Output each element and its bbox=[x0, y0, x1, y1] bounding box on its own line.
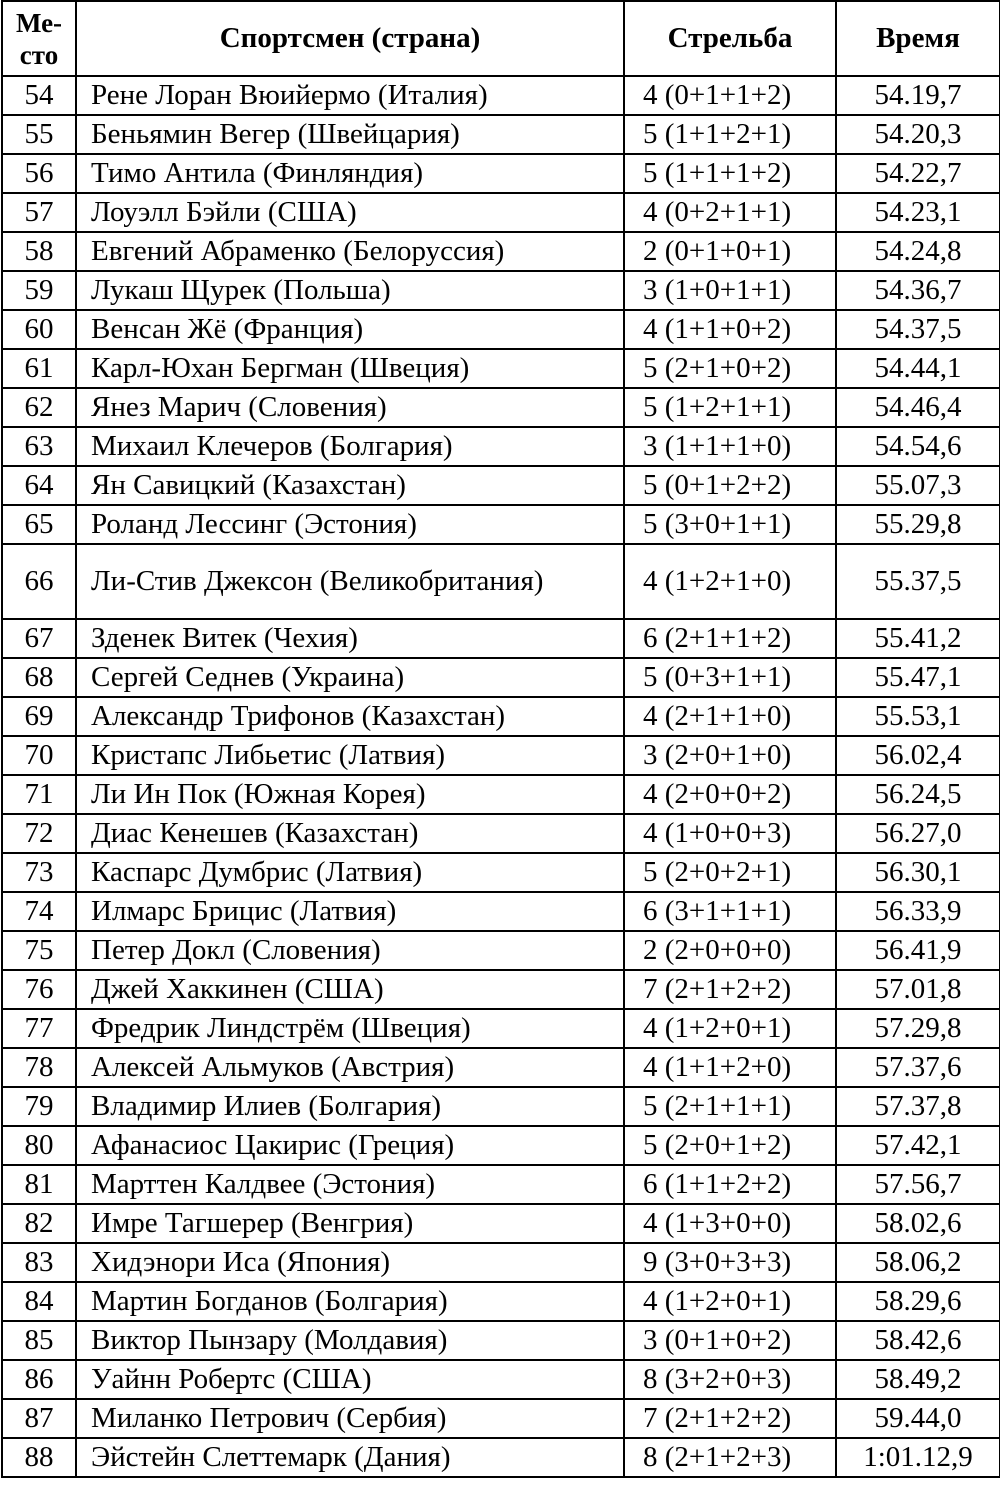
table-row bbox=[2, 1009, 1000, 1048]
shooting-cell: 5 (1+1+1+2) bbox=[624, 154, 836, 193]
place-cell: 82 bbox=[2, 1204, 76, 1243]
place-cell: 78 bbox=[2, 1048, 76, 1087]
shooting-cell: 7 (2+1+2+2) bbox=[624, 970, 836, 1009]
athlete-cell: Лукаш Щурек (Польша) bbox=[76, 271, 624, 310]
time-cell: 57.37,8 bbox=[836, 1087, 1000, 1126]
athlete-cell: Имре Тагшерер (Венгрия) bbox=[76, 1204, 624, 1243]
table-row bbox=[2, 427, 1000, 466]
place-cell: 72 bbox=[2, 814, 76, 853]
shooting-cell: 5 (0+3+1+1) bbox=[624, 658, 836, 697]
table-row bbox=[2, 1438, 1000, 1477]
shooting-cell: 6 (3+1+1+1) bbox=[624, 892, 836, 931]
shooting-cell: 3 (2+0+1+0) bbox=[624, 736, 836, 775]
shooting-cell: 5 (2+1+1+1) bbox=[624, 1087, 836, 1126]
table-row bbox=[2, 1048, 1000, 1087]
shooting-cell: 4 (2+1+1+0) bbox=[624, 697, 836, 736]
athlete-cell: Миланко Петрович (Сербия) bbox=[76, 1399, 624, 1438]
results-body bbox=[2, 76, 1000, 1477]
place-cell: 69 bbox=[2, 697, 76, 736]
athlete-cell: Афанасиос Цакирис (Греция) bbox=[76, 1126, 624, 1165]
time-cell: 55.37,5 bbox=[836, 544, 1000, 619]
place-cell: 79 bbox=[2, 1087, 76, 1126]
time-cell: 57.01,8 bbox=[836, 970, 1000, 1009]
athlete-cell: Рене Лоран Вюийермо (Италия) bbox=[76, 76, 624, 115]
table-row bbox=[2, 619, 1000, 658]
time-cell: 56.02,4 bbox=[836, 736, 1000, 775]
place-cell: 65 bbox=[2, 505, 76, 544]
shooting-cell: 7 (2+1+2+2) bbox=[624, 1399, 836, 1438]
table-row bbox=[2, 892, 1000, 931]
athlete-cell: Михаил Клечеров (Болгария) bbox=[76, 427, 624, 466]
athlete-cell: Алексей Альмуков (Австрия) bbox=[76, 1048, 624, 1087]
time-cell: 59.44,0 bbox=[836, 1399, 1000, 1438]
time-cell: 54.23,1 bbox=[836, 193, 1000, 232]
table-row bbox=[2, 697, 1000, 736]
shooting-cell: 4 (2+0+0+2) bbox=[624, 775, 836, 814]
athlete-cell: Уайнн Робертс (США) bbox=[76, 1360, 624, 1399]
shooting-column-header: Стрельба bbox=[624, 1, 836, 76]
athlete-cell: Джей Хаккинен (США) bbox=[76, 970, 624, 1009]
shooting-cell: 8 (3+2+0+3) bbox=[624, 1360, 836, 1399]
table-row bbox=[2, 1282, 1000, 1321]
athlete-cell: Мартин Богданов (Болгария) bbox=[76, 1282, 624, 1321]
place-cell: 80 bbox=[2, 1126, 76, 1165]
time-cell: 57.42,1 bbox=[836, 1126, 1000, 1165]
shooting-cell: 4 (1+1+2+0) bbox=[624, 1048, 836, 1087]
athlete-cell: Диас Кенешев (Казахстан) bbox=[76, 814, 624, 853]
place-cell: 88 bbox=[2, 1438, 76, 1477]
table-row bbox=[2, 970, 1000, 1009]
athlete-cell: Тимо Антила (Финляндия) bbox=[76, 154, 624, 193]
athlete-cell: Янез Марич (Словения) bbox=[76, 388, 624, 427]
athlete-cell: Фредрик Линдстрём (Швеция) bbox=[76, 1009, 624, 1048]
athlete-cell: Каспарс Думбрис (Латвия) bbox=[76, 853, 624, 892]
results-table bbox=[1, 0, 1000, 1478]
time-cell: 58.06,2 bbox=[836, 1243, 1000, 1282]
place-cell: 74 bbox=[2, 892, 76, 931]
table-row bbox=[2, 154, 1000, 193]
shooting-cell: 4 (1+3+0+0) bbox=[624, 1204, 836, 1243]
time-cell: 54.36,7 bbox=[836, 271, 1000, 310]
athlete-cell: Илмарс Брицис (Латвия) bbox=[76, 892, 624, 931]
athlete-cell: Виктор Пынзару (Молдавия) bbox=[76, 1321, 624, 1360]
place-cell: 73 bbox=[2, 853, 76, 892]
place-cell: 84 bbox=[2, 1282, 76, 1321]
table-row bbox=[2, 736, 1000, 775]
place-cell: 68 bbox=[2, 658, 76, 697]
athlete-cell: Ян Савицкий (Казахстан) bbox=[76, 466, 624, 505]
place-cell: 59 bbox=[2, 271, 76, 310]
athlete-cell: Марттен Калдвее (Эстония) bbox=[76, 1165, 624, 1204]
table-row bbox=[2, 814, 1000, 853]
table-row bbox=[2, 1243, 1000, 1282]
time-cell: 56.33,9 bbox=[836, 892, 1000, 931]
place-header-line2: сто bbox=[19, 39, 59, 70]
athlete-cell: Зденек Витек (Чехия) bbox=[76, 619, 624, 658]
place-cell: 70 bbox=[2, 736, 76, 775]
place-header-line1: Ме- bbox=[15, 7, 63, 38]
place-cell: 71 bbox=[2, 775, 76, 814]
time-cell: 58.29,6 bbox=[836, 1282, 1000, 1321]
shooting-cell: 3 (1+1+1+0) bbox=[624, 427, 836, 466]
shooting-cell: 4 (1+1+0+2) bbox=[624, 310, 836, 349]
place-column-header bbox=[2, 1, 76, 76]
time-cell: 54.20,3 bbox=[836, 115, 1000, 154]
place-cell: 58 bbox=[2, 232, 76, 271]
time-cell: 55.07,3 bbox=[836, 466, 1000, 505]
table-row bbox=[2, 310, 1000, 349]
place-cell: 87 bbox=[2, 1399, 76, 1438]
shooting-cell: 6 (1+1+2+2) bbox=[624, 1165, 836, 1204]
place-cell: 63 bbox=[2, 427, 76, 466]
table-row bbox=[2, 658, 1000, 697]
table-row bbox=[2, 1360, 1000, 1399]
place-cell: 76 bbox=[2, 970, 76, 1009]
shooting-cell: 4 (0+2+1+1) bbox=[624, 193, 836, 232]
shooting-cell: 3 (0+1+0+2) bbox=[624, 1321, 836, 1360]
shooting-cell: 5 (1+1+2+1) bbox=[624, 115, 836, 154]
shooting-cell: 2 (2+0+0+0) bbox=[624, 931, 836, 970]
time-cell: 1:01.12,9 bbox=[836, 1438, 1000, 1477]
time-cell: 58.49,2 bbox=[836, 1360, 1000, 1399]
athlete-cell: Кристапс Либьетис (Латвия) bbox=[76, 736, 624, 775]
table-row bbox=[2, 775, 1000, 814]
table-row bbox=[2, 349, 1000, 388]
header-row bbox=[2, 1, 1000, 76]
place-cell: 57 bbox=[2, 193, 76, 232]
shooting-cell: 5 (2+0+1+2) bbox=[624, 1126, 836, 1165]
place-cell: 86 bbox=[2, 1360, 76, 1399]
table-row bbox=[2, 1087, 1000, 1126]
shooting-cell: 4 (1+0+0+3) bbox=[624, 814, 836, 853]
table-row bbox=[2, 388, 1000, 427]
athlete-cell: Александр Трифонов (Казахстан) bbox=[76, 697, 624, 736]
time-cell: 58.42,6 bbox=[836, 1321, 1000, 1360]
table-row bbox=[2, 1204, 1000, 1243]
table-row bbox=[2, 232, 1000, 271]
time-cell: 56.41,9 bbox=[836, 931, 1000, 970]
place-cell: 60 bbox=[2, 310, 76, 349]
time-cell: 58.02,6 bbox=[836, 1204, 1000, 1243]
time-cell: 55.47,1 bbox=[836, 658, 1000, 697]
athlete-cell: Владимир Илиев (Болгария) bbox=[76, 1087, 624, 1126]
table-row bbox=[2, 544, 1000, 619]
table-row bbox=[2, 931, 1000, 970]
athlete-cell: Ли-Стив Джексон (Великобритания) bbox=[76, 544, 624, 619]
time-cell: 54.54,6 bbox=[836, 427, 1000, 466]
place-cell: 75 bbox=[2, 931, 76, 970]
athlete-cell: Карл-Юхан Бергман (Швеция) bbox=[76, 349, 624, 388]
time-cell: 54.37,5 bbox=[836, 310, 1000, 349]
time-cell: 56.24,5 bbox=[836, 775, 1000, 814]
table-row bbox=[2, 1399, 1000, 1438]
time-cell: 55.53,1 bbox=[836, 697, 1000, 736]
place-cell: 61 bbox=[2, 349, 76, 388]
shooting-cell: 5 (0+1+2+2) bbox=[624, 466, 836, 505]
shooting-cell: 4 (1+2+1+0) bbox=[624, 544, 836, 619]
place-cell: 77 bbox=[2, 1009, 76, 1048]
table-row bbox=[2, 466, 1000, 505]
shooting-cell: 5 (2+0+2+1) bbox=[624, 853, 836, 892]
time-cell: 54.19,7 bbox=[836, 76, 1000, 115]
table-row bbox=[2, 271, 1000, 310]
shooting-cell: 4 (1+2+0+1) bbox=[624, 1009, 836, 1048]
place-cell: 55 bbox=[2, 115, 76, 154]
table-row bbox=[2, 193, 1000, 232]
table-row bbox=[2, 853, 1000, 892]
time-cell: 57.37,6 bbox=[836, 1048, 1000, 1087]
shooting-cell: 6 (2+1+1+2) bbox=[624, 619, 836, 658]
athlete-cell: Евгений Абраменко (Белоруссия) bbox=[76, 232, 624, 271]
athlete-column-header: Спортсмен (страна) bbox=[76, 1, 624, 76]
table-row bbox=[2, 115, 1000, 154]
place-cell: 66 bbox=[2, 544, 76, 619]
athlete-cell: Роланд Лессинг (Эстония) bbox=[76, 505, 624, 544]
athlete-cell: Петер Докл (Словения) bbox=[76, 931, 624, 970]
shooting-cell: 3 (1+0+1+1) bbox=[624, 271, 836, 310]
time-cell: 54.22,7 bbox=[836, 154, 1000, 193]
time-cell: 57.29,8 bbox=[836, 1009, 1000, 1048]
time-cell: 54.24,8 bbox=[836, 232, 1000, 271]
time-cell: 56.27,0 bbox=[836, 814, 1000, 853]
time-cell: 54.46,4 bbox=[836, 388, 1000, 427]
place-cell: 56 bbox=[2, 154, 76, 193]
time-cell: 57.56,7 bbox=[836, 1165, 1000, 1204]
athlete-cell: Беньямин Вегер (Швейцария) bbox=[76, 115, 624, 154]
place-cell: 64 bbox=[2, 466, 76, 505]
shooting-cell: 9 (3+0+3+3) bbox=[624, 1243, 836, 1282]
shooting-cell: 5 (3+0+1+1) bbox=[624, 505, 836, 544]
table-row bbox=[2, 1165, 1000, 1204]
time-cell: 55.29,8 bbox=[836, 505, 1000, 544]
time-cell: 55.41,2 bbox=[836, 619, 1000, 658]
time-column-header: Время bbox=[836, 1, 1000, 76]
place-cell: 83 bbox=[2, 1243, 76, 1282]
athlete-cell: Эйстейн Слеттемарк (Дания) bbox=[76, 1438, 624, 1477]
athlete-cell: Венсан Жё (Франция) bbox=[76, 310, 624, 349]
time-cell: 56.30,1 bbox=[836, 853, 1000, 892]
shooting-cell: 4 (0+1+1+2) bbox=[624, 76, 836, 115]
place-cell: 85 bbox=[2, 1321, 76, 1360]
athlete-cell: Хидэнори Иса (Япония) bbox=[76, 1243, 624, 1282]
athlete-cell: Сергей Седнев (Украина) bbox=[76, 658, 624, 697]
place-cell: 81 bbox=[2, 1165, 76, 1204]
place-cell: 67 bbox=[2, 619, 76, 658]
place-cell: 54 bbox=[2, 76, 76, 115]
time-cell: 54.44,1 bbox=[836, 349, 1000, 388]
shooting-cell: 5 (1+2+1+1) bbox=[624, 388, 836, 427]
place-cell: 62 bbox=[2, 388, 76, 427]
athlete-cell: Лоуэлл Бэйли (США) bbox=[76, 193, 624, 232]
table-row bbox=[2, 505, 1000, 544]
shooting-cell: 4 (1+2+0+1) bbox=[624, 1282, 836, 1321]
table-row bbox=[2, 1126, 1000, 1165]
table-row bbox=[2, 76, 1000, 115]
shooting-cell: 5 (2+1+0+2) bbox=[624, 349, 836, 388]
shooting-cell: 2 (0+1+0+1) bbox=[624, 232, 836, 271]
table-row bbox=[2, 1321, 1000, 1360]
shooting-cell: 8 (2+1+2+3) bbox=[624, 1438, 836, 1477]
athlete-cell: Ли Ин Пок (Южная Корея) bbox=[76, 775, 624, 814]
